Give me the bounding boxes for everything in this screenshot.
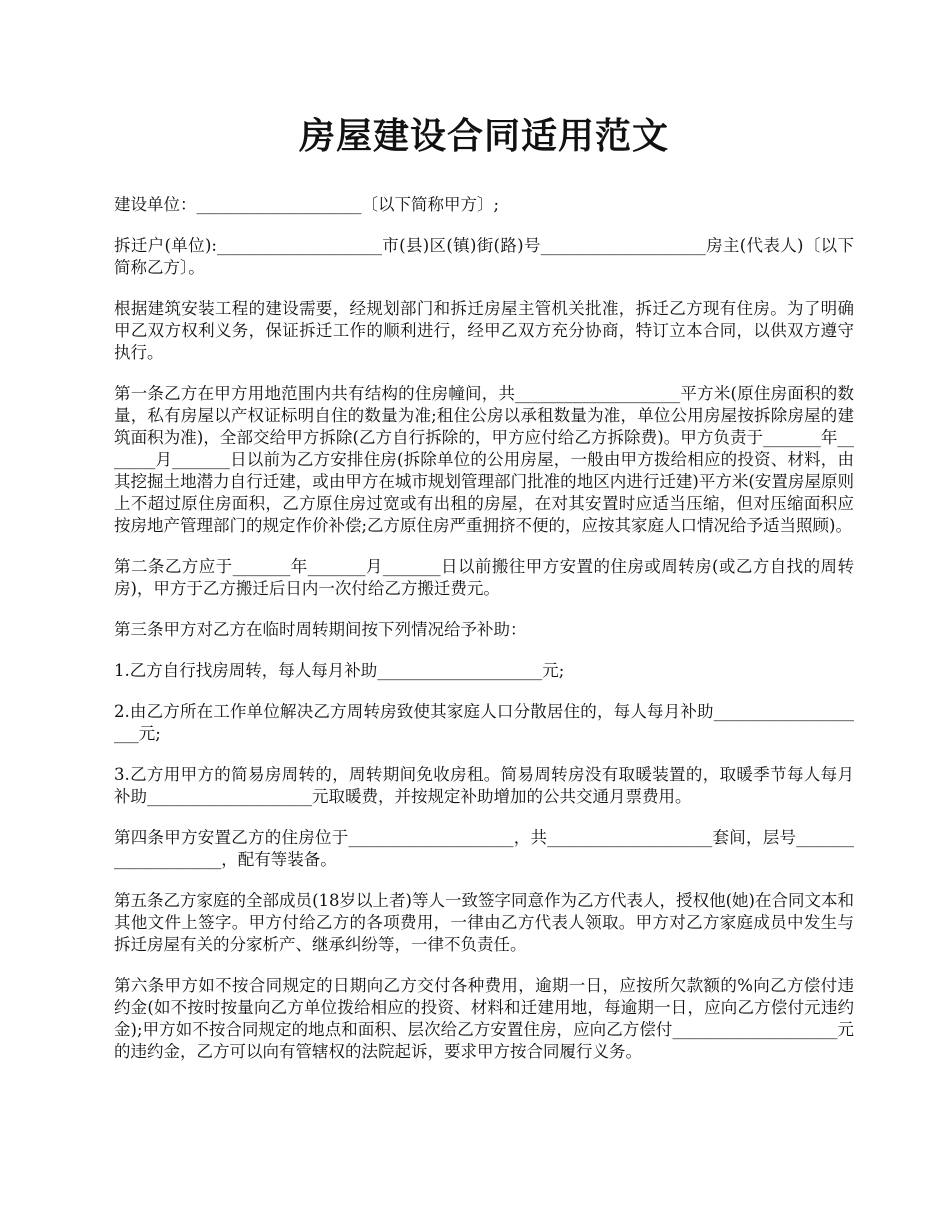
party-b-line: 拆迁户(单位):____________________市(县)区(镇)街(路)号____________________房主(代表人)〔以下简称乙方〕。	[114, 236, 854, 277]
article-2-paragraph: 第二条乙方应于_______年_______月_______日以前搬往甲方安置的住房或周转房(或乙方自找的周转房)，甲方于乙方搬迁后日内一次付给乙方搬迁费元。	[114, 557, 854, 598]
article-3-item-3: 3.乙方用甲方的简易房周转的，周转期间免收房租。简易周转房没有取暖装置的，取暖季节每人每月补助____________________元取暖费，并按规定补助增加的公共交通月票费用。	[114, 765, 854, 806]
article-3-item-1: 1.乙方自行找房周转，每人每月补助____________________元;	[114, 661, 565, 680]
article-3-item-2: 2.由乙方所在工作单位解决乙方周转房致使其家庭人口分散居住的，每人每月补助____________________元;	[114, 702, 854, 743]
article-5-paragraph: 第五条乙方家庭的全部成员(18岁以上者)等人一致签字同意作为乙方代表人，授权他(她)在合同文本和其他文件上签字。甲方付给乙方的各项费用，一律由乙方代表人领取。甲方对乙方家庭成员中发生与拆迁房屋有关的分家析产、继承纠纷等，一律不负责任。	[114, 891, 854, 954]
article-1-paragraph: 第一条乙方在甲方用地范围内共有结构的住房幢间，共____________________平方米(原住房面积的数量，私有房屋以产权证标明自住的数量为准;租住公房以承租数量为准，单位公用房屋按拆除房屋的建筑面积为准)，全部交给甲方拆除(乙方自行拆除的，甲方应付给乙方拆除费)。甲方负责于_______年_______月_______日以前为乙方安排住房(拆除单位的公用房屋，一般由甲方拨给相应的投资、材料，由其挖掘土地潜力自行迁建，或由甲方在城市规划管理部门批准的地区内进行迁建)平方米(安置房屋原则上不超过原住房面积，乙方原住房过宽或有出租的房屋，在对其安置时应适当压缩，但对压缩面积应按房地产管理部门的规定作价补偿;乙方原住房严重拥挤不便的，应按其家庭人口情况给予适当照顾)。	[114, 384, 854, 535]
article-3-paragraph: 第三条甲方对乙方在临时周转期间按下列情况给予补助：	[114, 620, 527, 639]
article-6-paragraph: 第六条甲方如不按合同规定的日期向乙方交付各种费用，逾期一日，应按所欠款额的%向乙方偿付违约金(如不按时按量向乙方单位拨给相应的投资、材料和迁建用地，每逾期一日，应向乙方偿付元违约金);甲方如不按合同规定的地点和面积、层次给乙方安置住房，应向乙方偿付____________________元的违约金，乙方可以向有管辖权的法院起诉，要求甲方按合同履行义务。	[114, 976, 854, 1061]
party-a-line: 建设单位：____________________〔以下简称甲方〕;	[114, 195, 500, 214]
document-page	[114, 112, 854, 1082]
document-title: 房屋建设合同适用范文	[298, 115, 669, 157]
article-4-paragraph: 第四条甲方安置乙方的住房位于____________________，共____________________套间，层号____________________，配有等装备。	[114, 828, 854, 869]
preamble-paragraph: 根据建筑安装工程的建设需要，经规划部门和拆迁房屋主管机关批准，拆迁乙方现有住房。为了明确甲乙双方权利义务，保证拆迁工作的顺利进行，经甲乙双方充分协商，特订立本合同，以供双方遵守执行。	[114, 299, 854, 362]
